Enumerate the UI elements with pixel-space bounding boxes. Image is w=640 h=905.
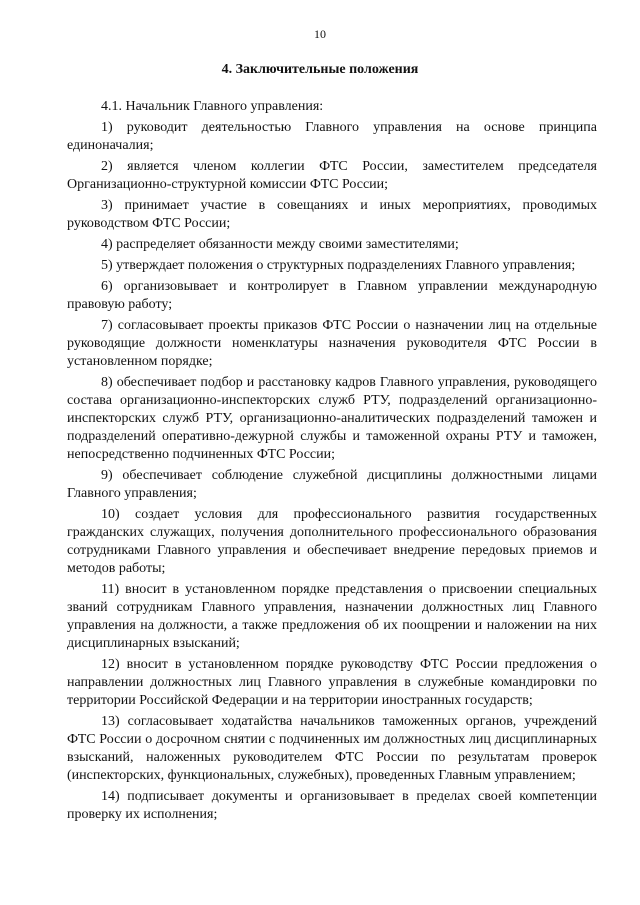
paragraph-item: 12) вносит в установленном порядке руководству ФТС России предложения о направлении должностных лиц Главного управления в служебные командировки по территории Российской Федерации и на территории иностранных государств; xyxy=(67,657,597,708)
paragraph-item: 10) создает условия для профессионального развития государственных гражданских служащих, получения дополнительного профессионального образования сотрудниками Главного управления и обеспечивает внедрение передовых приемов и методов работы; xyxy=(67,507,597,576)
paragraph-item: 5) утверждает положения о структурных подразделениях Главного управления; xyxy=(101,258,576,273)
paragraph-item: 3) принимает участие в совещаниях и иных мероприятиях, проводимых руководством ФТС России; xyxy=(67,198,597,231)
paragraph-item: 4) распределяет обязанности между своими заместителями; xyxy=(101,237,459,252)
document-body xyxy=(67,98,597,827)
page-number: 10 xyxy=(314,27,326,41)
paragraph-item: 6) организовывает и контролирует в Главном управлении международную правовую работу; xyxy=(67,279,597,312)
paragraph-item: 2) является членом коллегии ФТС России, заместителем председателя Организационно-структурной комиссии ФТС России; xyxy=(67,159,597,192)
paragraph-item: 7) согласовывает проекты приказов ФТС России о назначении лиц на отдельные руководящие должности номенклатуры назначения руководителя ФТС России в установленном порядке; xyxy=(67,318,597,369)
paragraph-item: 13) согласовывает ходатайства начальников таможенных органов, учреждений ФТС России о досрочном снятии с подчиненных им должностных лиц дисциплинарных взысканий, наложенных руководителем ФТС России по результатам проверок (инспекторских, функциональных, служебных), проведенных Главным управлением; xyxy=(67,714,597,783)
paragraph-item: 1) руководит деятельностью Главного управления на основе принципа единоначалия; xyxy=(67,120,597,153)
paragraph-item: 14) подписывает документы и организовывает в пределах своей компетенции проверку их исполнения; xyxy=(67,789,597,822)
paragraph-item: 11) вносит в установленном порядке представления о присвоении специальных званий сотрудникам Главного управления, назначении должностных лиц Главного управления на должности, а также предложения об их поощрении и наложении на них дисциплинарных взысканий; xyxy=(67,582,597,651)
section-title: 4. Заключительные положения xyxy=(221,62,419,77)
paragraph-intro: 4.1. Начальник Главного управления: xyxy=(101,99,324,114)
paragraph-item: 9) обеспечивает соблюдение служебной дисциплины должностными лицами Главного управления; xyxy=(67,468,597,501)
paragraph-item: 8) обеспечивает подбор и расстановку кадров Главного управления, руководящего состава организационно-инспекторских служб РТУ, подразделений организационно-инспекторских служб РТУ, организационно-аналитических подразделений таможен и подразделений оперативно-дежурной службы и таможенной охраны РТУ и таможен, непосредственно подчиненных ФТС России; xyxy=(67,375,597,462)
